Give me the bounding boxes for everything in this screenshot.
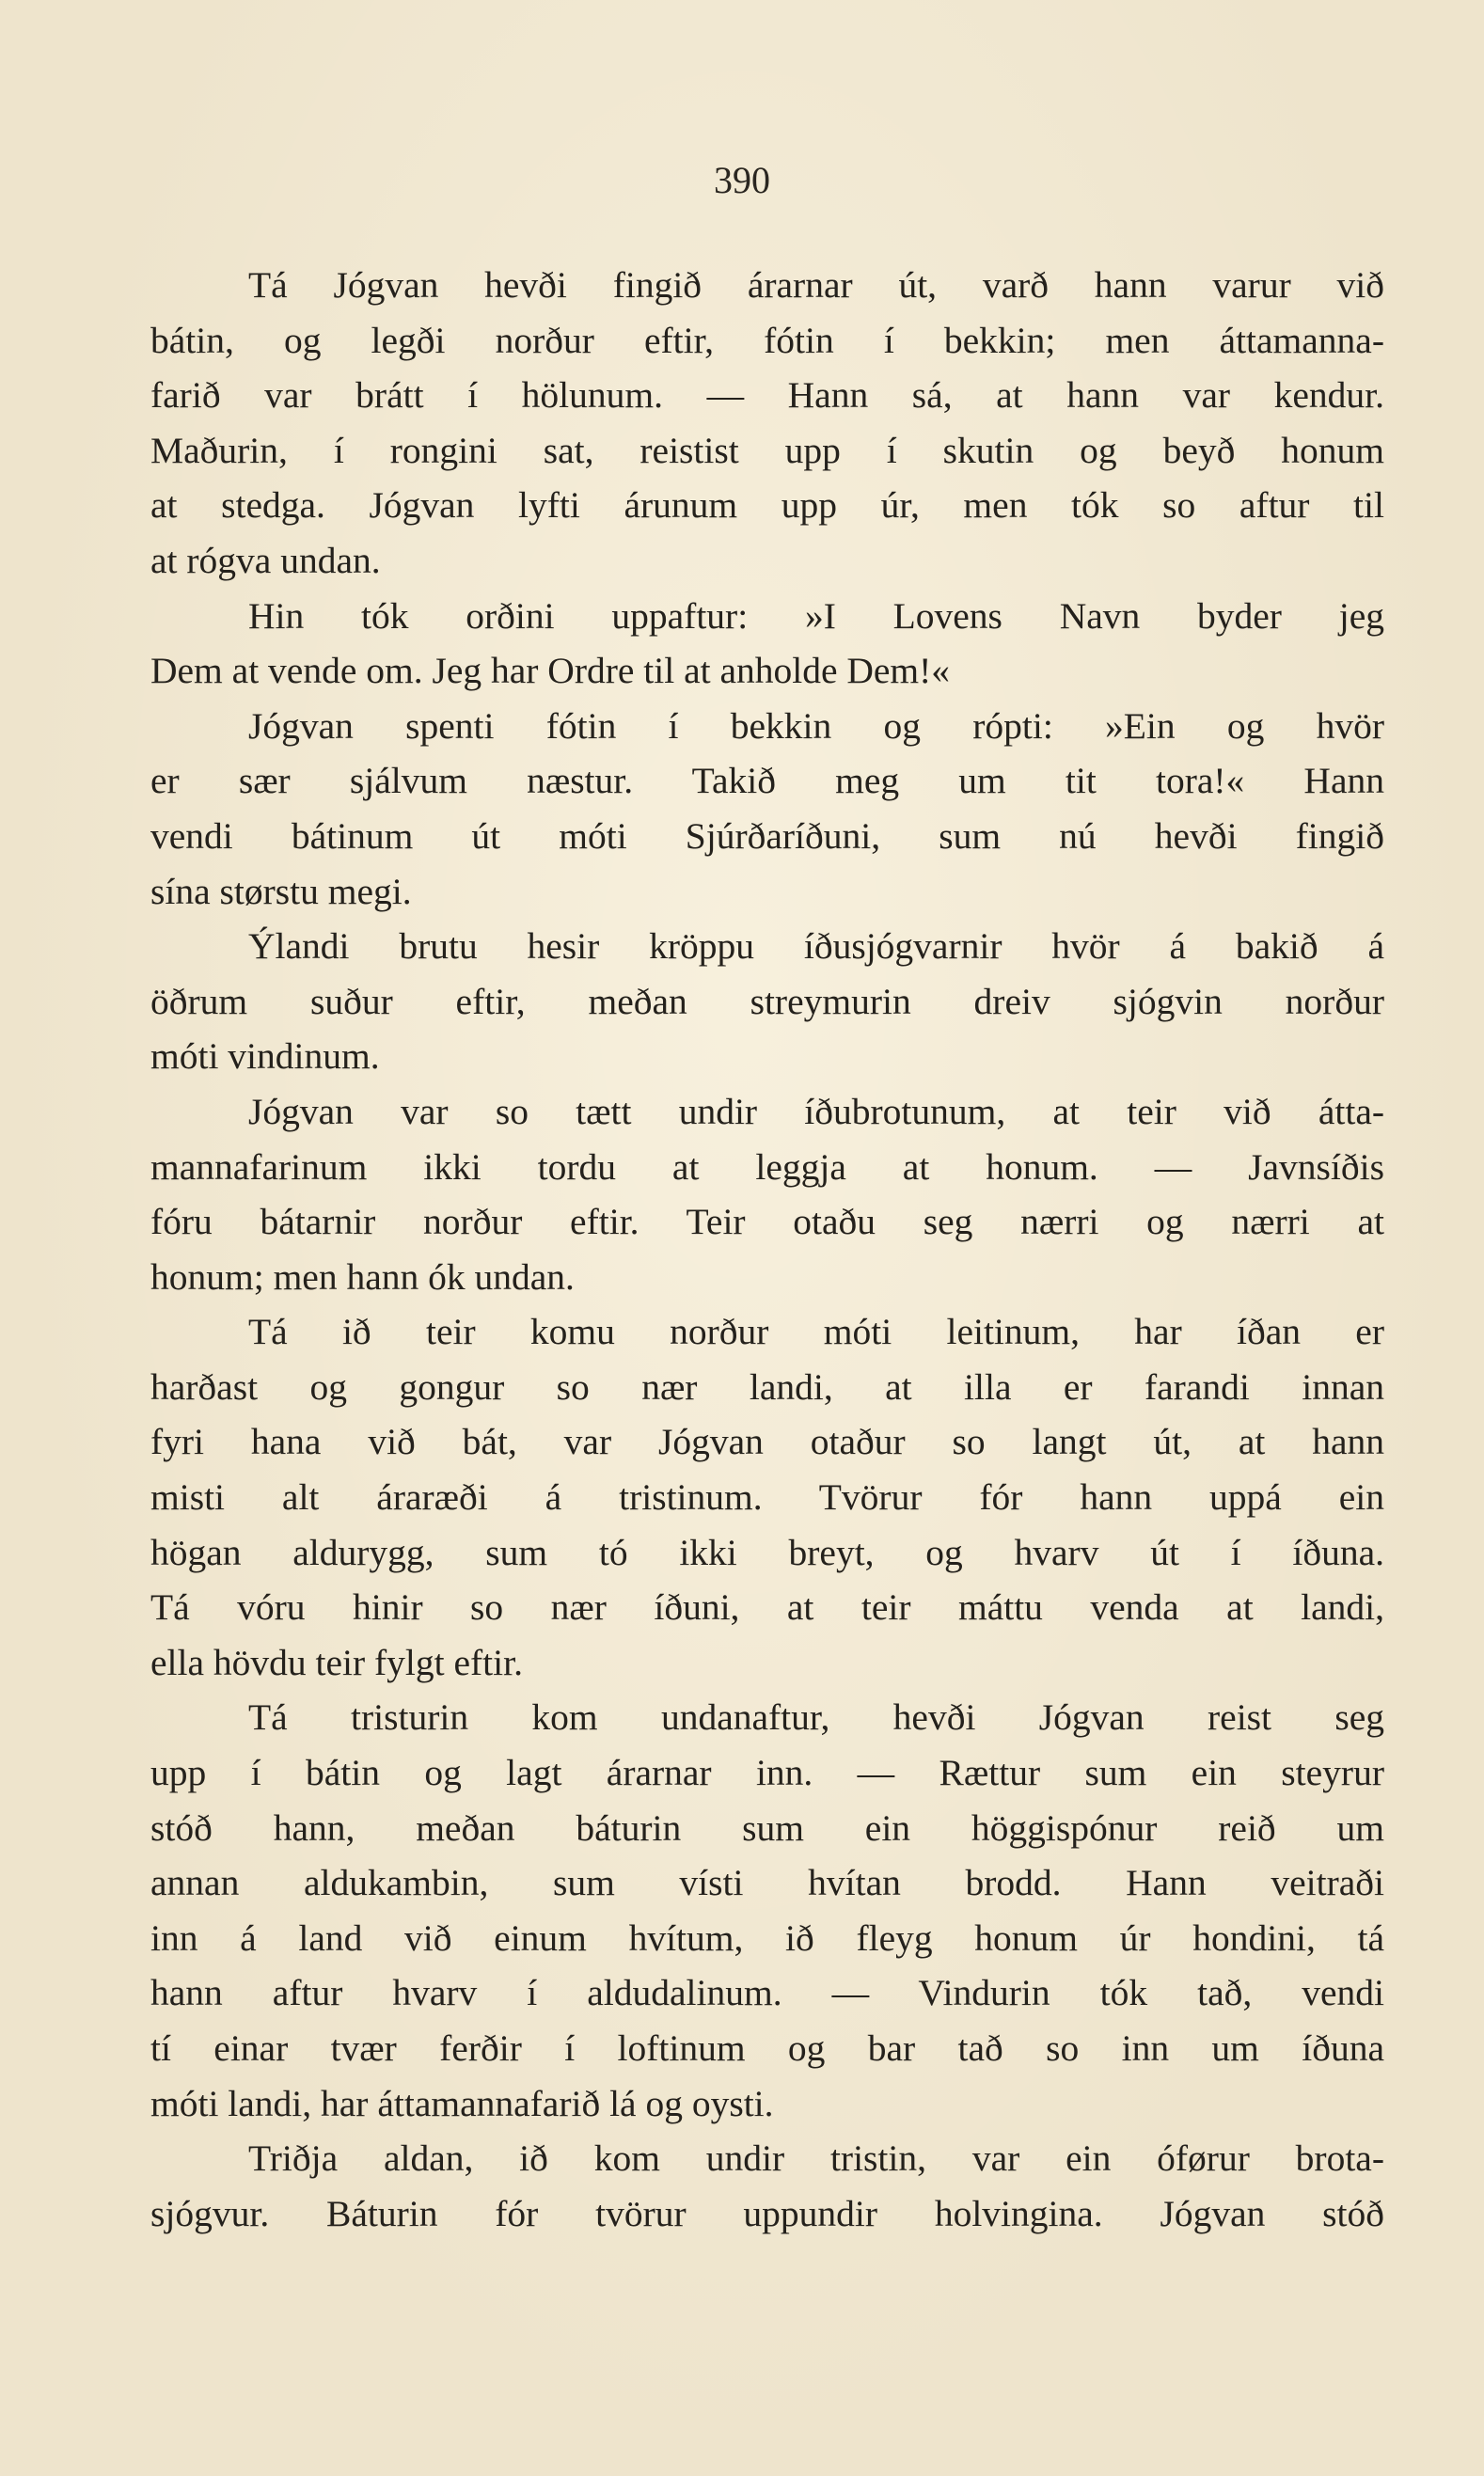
text-line: at rógva undan. xyxy=(150,539,381,581)
text-line: sína størstu megi. xyxy=(150,870,412,912)
text-line: at stedga. Jógvan lyfti árunum upp úr, men tók so aftur til xyxy=(150,484,1384,527)
paragraph xyxy=(150,589,1384,699)
text-line: móti landi, har áttamannafarið lá og oysti. xyxy=(150,2082,774,2124)
text-line: annan aldukambin, sum vísti hvítan brodd. Hann veitraði xyxy=(150,1862,1384,1904)
page-number: 390 xyxy=(714,159,770,201)
text-line: er sær sjálvum næstur. Takið meg um tit tora!« Hann xyxy=(150,760,1384,802)
text-line: vendi bátinum út móti Sjúrðaríðuni, sum nú hevði fingið xyxy=(150,814,1384,857)
text-line: Jógvan spenti fótin í bekkin og rópti: »Ein og hvör xyxy=(248,704,1384,747)
paragraph xyxy=(150,258,1384,589)
text-line: harðast og gongur so nær landi, at illa er farandi innan xyxy=(150,1365,1384,1408)
text-line: tí einar tvær ferðir í loftinum og bar tað so inn um íðuna xyxy=(150,2027,1384,2069)
text-line: honum; men hann ók undan. xyxy=(150,1255,575,1298)
paragraph xyxy=(150,919,1384,1084)
text-line: Jógvan var so tætt undir íðubrotunum, at teir við átta- xyxy=(248,1090,1384,1132)
text-line: Tá vóru hinir so nær íðuni, at teir máttu venda at landi, xyxy=(150,1586,1384,1629)
text-line: farið var brátt í hölunum. — Hann sá, at hann var kendur. xyxy=(150,374,1384,417)
paragraph xyxy=(150,699,1384,919)
paragraph xyxy=(150,1304,1384,1690)
text-line: hann aftur hvarv í aldudalinum. — Vindurin tók tað, vendi xyxy=(150,1972,1384,2014)
paragraph xyxy=(150,2131,1384,2241)
text-line: Tá Jógvan hevði fingið árarnar út, varð hann varur við xyxy=(248,264,1384,306)
text-line: fóru bátarnir norður eftir. Teir otaðu seg nærri og nærri at xyxy=(150,1201,1384,1243)
text-line: Tá ið teir komu norður móti leitinum, har íðan er xyxy=(248,1311,1384,1353)
text-line: öðrum suður eftir, meðan streymurin dreiv sjógvin norður xyxy=(150,980,1384,1022)
text-line: Ýlandi brutu hesir kröppu íðusjógvarnir hvör á bakið á xyxy=(248,925,1384,968)
text-line: upp í bátin og lagt árarnar inn. — Rættur sum ein steyrur xyxy=(150,1752,1384,1794)
text-line: bátin, og legði norður eftir, fótin í bekkin; men áttamanna- xyxy=(150,319,1384,361)
paragraph xyxy=(150,1084,1384,1304)
text-line: Dem at vende om. Jeg har Ordre til at anholde Dem!« xyxy=(150,650,951,692)
text-line: mannafarinum ikki tordu at leggja at honum. — Javnsíðis xyxy=(150,1145,1384,1188)
text-line: Triðja aldan, ið kom undir tristin, var ein óførur brota- xyxy=(248,2137,1384,2180)
text-line: högan aldurygg, sum tó ikki breyt, og hvarv út í íðuna. xyxy=(150,1531,1384,1573)
body-text xyxy=(150,258,1384,2241)
text-line: fyri hana við bát, var Jógvan otaður so langt út, at hann xyxy=(150,1421,1384,1463)
text-line: Tá tristurin kom undanaftur, hevði Jógvan reist seg xyxy=(248,1696,1384,1739)
text-line: Maðurin, í rongini sat, reistist upp í skutin og beyð honum xyxy=(150,429,1384,471)
paragraph xyxy=(150,1690,1384,2131)
text-line: inn á land við einum hvítum, ið fleyg honum úr hondini, tá xyxy=(150,1916,1384,1959)
text-line: Hin tók orðini uppaftur: »I Lovens Navn byder jeg xyxy=(248,594,1384,637)
text-line: sjógvur. Báturin fór tvörur uppundir holvingina. Jógvan stóð xyxy=(150,2192,1384,2234)
text-line: móti vindinum. xyxy=(150,1035,380,1078)
text-line: misti alt áraræði á tristinum. Tvörur fór hann uppá ein xyxy=(150,1476,1384,1519)
text-line: stóð hann, meðan báturin sum ein höggispónur reið um xyxy=(150,1806,1384,1849)
text-line: ella hövdu teir fylgt eftir. xyxy=(150,1641,523,1683)
